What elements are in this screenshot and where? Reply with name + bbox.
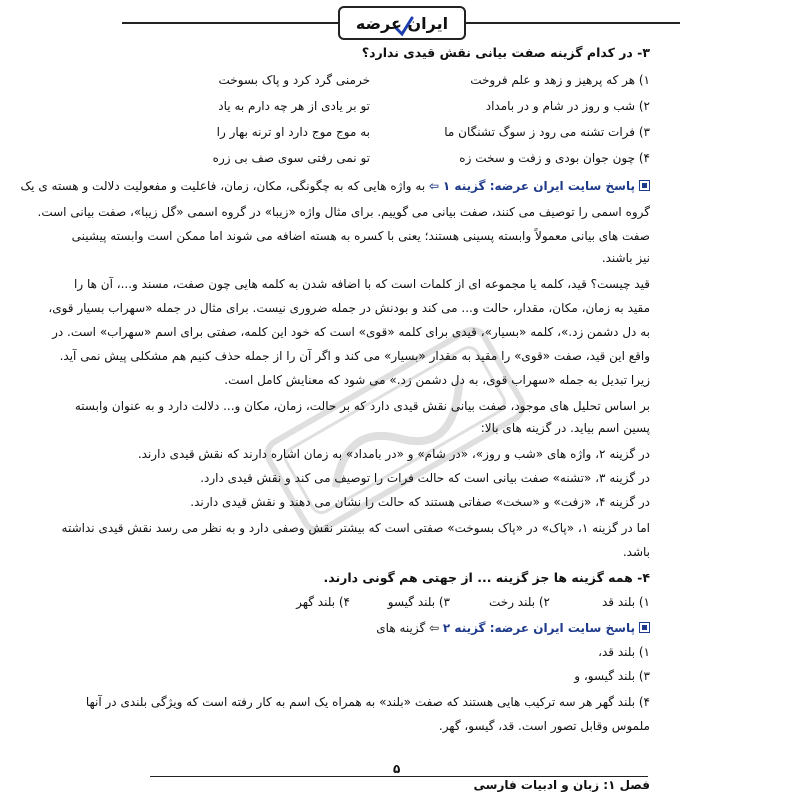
q3-line: در گزینه ۲، واژه های «شب و روز»، «در شام» و «در بامداد» به زمان اشاره دارند که نقش قیدی دارند. — [137, 447, 650, 461]
q4-option-3: ۳) بلند گیسو — [387, 595, 450, 609]
q3-answer-text: به واژه هایی که به چگونگی، مکان، زمان، فاعلیت و مفعولیت دلالت و هسته ی یک — [20, 179, 426, 193]
logo-text: ایران عرضه — [355, 13, 449, 33]
q3-option-2-a: ۲) شب و روز در شام و در بامداد — [485, 99, 650, 113]
q3-option-3-a: ۳) فرات تشنه می رود ز سوگ تشنگان ما — [444, 125, 650, 139]
q3-line: باشد. — [622, 545, 650, 559]
header-rule-right — [462, 22, 680, 24]
q3-line: نیز باشند. — [601, 251, 650, 265]
q3-option-3-b: به موج موج دارد او ترنه بهار را — [216, 125, 370, 139]
q3-line: بر اساس تحلیل های موجود، صفت بیانی نقش قیدی دارد که بر حالت، زمان، مکان و... دلالت دارد و به عنوان وابسته — [74, 399, 650, 413]
q4-line: ۱) بلند قد، — [598, 645, 650, 659]
q3-line: مقید به زمان، مکان، مقدار، حالت و... می کند و بودنش در جمله ضروری نیست. برای مثال در جمله «سهراب بسیار قوی، — [48, 301, 650, 315]
q3-line: صفت های بیانی معمولاً وابسته پسینی هستند؛ یعنی با کسره به هسته اضافه می شوند اما ممکن است وابسته پیشینی — [71, 229, 650, 243]
q3-line: واقع این قید، صفت «قوی» را مقید به مقدار «بسیار» می کند و اگر آن را از جمله حذف کنیم هم مشکلی پیش نمی آید. — [59, 349, 650, 363]
arrow-icon: ⇦ — [429, 179, 440, 193]
header-rule-left — [122, 22, 340, 24]
q4-answer-tail: ⇦ گزینه های — [376, 621, 440, 635]
q4-option-2: ۲) بلند رخت — [489, 595, 550, 609]
q4-line: ۳) بلند گیسو، و — [574, 669, 650, 683]
q3-line: در گزینه ۳، «تشنه» صفت بیانی است که حالت فرات را توصیف می کند و نقش قیدی دارد. — [200, 471, 650, 485]
q3-option-1-b: خرمنی گرد کرد و پاک بسوخت — [218, 73, 370, 87]
page-number: ۵ — [393, 762, 401, 776]
q3-line: پسین اسم بیاید. در گزینه های بالا: — [480, 421, 650, 435]
answer-box-icon — [639, 180, 650, 191]
q3-option-4-b: تو نمی رفتی سوی صف بی زره — [212, 151, 370, 165]
q3-answer-lead: پاسخ سایت ایران عرضه: گزینه ۱ — [442, 179, 635, 193]
q3-line: گروه اسمی را توصیف می کنند، صفت بیانی می گوییم. برای مثال واژه «زیبا» در گروه اسمی «گل زیبا»، صفت بیانی است. — [37, 205, 650, 219]
q3-line: اما در گزینه ۱، «پاک» در «پاک بسوخت» صفتی است که بیشتر نقش وصفی دارد و به نظر می رسد نقش قیدی نداشته — [61, 521, 650, 535]
q3-option-2-b: تو بر یادی از هر چه دارم به یاد — [218, 99, 370, 113]
q3-line: قید چیست؟ قید، کلمه یا مجموعه ای از کلمات است که با اضافه شدن به کلمه هایی چون صفت، مسند و...، آن ها را — [74, 277, 650, 291]
q3-line: در گزینه ۴، «زفت» و «سخت» صفاتی هستند که حالت را نشان می دهند و نقش قیدی دارند. — [190, 495, 650, 509]
chapter-title: فصل ۱: زبان و ادبیات فارسی — [473, 778, 650, 792]
q4-option-1: ۱) بلند قد — [601, 595, 650, 609]
question-3-title: ۳- در کدام گزینه صفت بیانی نقش قیدی ندارد؟ — [361, 45, 650, 60]
q3-line: زیرا تبدیل به جمله «سهراب قوی، به دل دشمن زد.» می شود که معنایش کامل است. — [224, 373, 650, 387]
question-4-title: ۴- همه گزینه ها جز گزینه ... از جهتی هم گونی دارند. — [323, 570, 650, 585]
q4-line: ملموس وقابل تصور است. قد، گیسو، گهر. — [438, 719, 650, 733]
q4-line: ۴) بلند گهر هر سه ترکیب هایی هستند که صفت «بلند» به همراه یک اسم به کار رفته است که ویژگی بلندی در آنها — [85, 695, 650, 709]
q3-option-1-a: ۱) هر که پرهیز و زهد و علم فروخت — [470, 73, 650, 87]
q4-answer-lead: پاسخ سایت ایران عرضه: گزینه ۲ — [442, 621, 635, 635]
q3-line: به دل دشمن زد.»، کلمه «بسیار»، قیدی برای کلمه «قوی» است که خود این کلمه، صفتی برای اسم «سهراب» است. در — [52, 325, 650, 339]
q3-answer-line — [20, 178, 650, 194]
answer-box-icon — [639, 622, 650, 633]
q3-option-4-a: ۴) چون جوان بودی و زفت و سخت زه — [459, 151, 650, 165]
footer-rule — [150, 776, 648, 777]
q4-answer-line — [376, 620, 650, 636]
q4-option-4: ۴) بلند گهر — [296, 595, 350, 609]
site-logo — [338, 6, 466, 40]
